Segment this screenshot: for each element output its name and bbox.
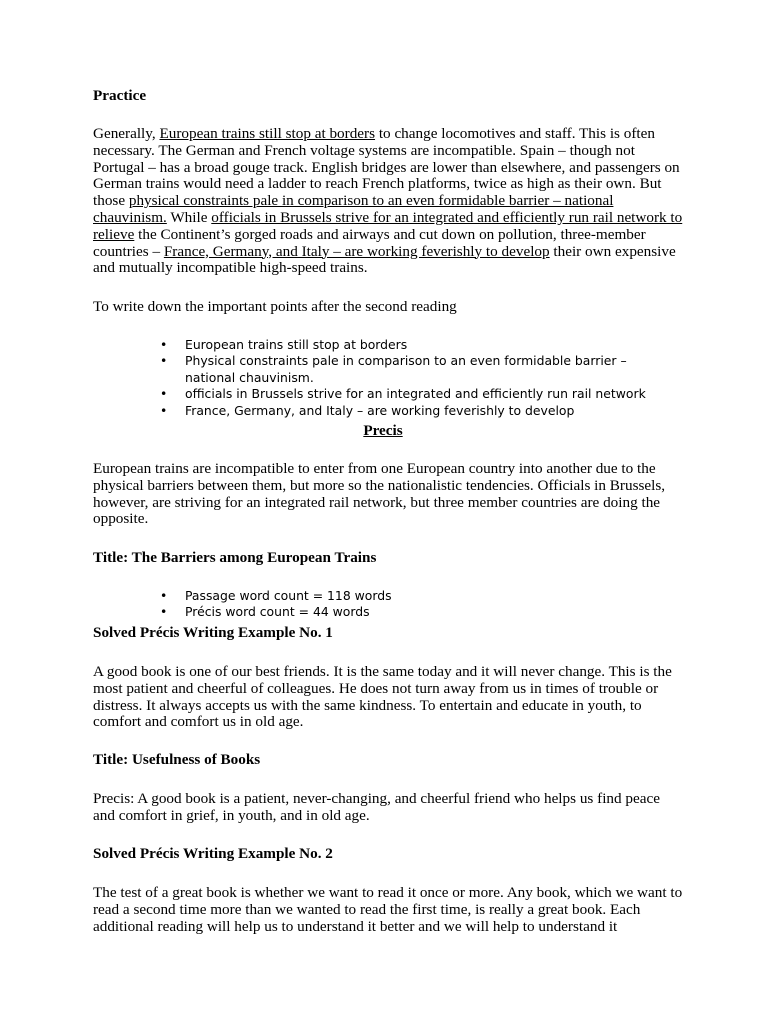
example2-paragraph: The test of a great book is whether we want to read it once or more. Any book, which we want to read a second time more than we wanted to read the first time, is really a great book. Each additional reading will help us to understand it better and we will help to understand it: [93, 884, 683, 935]
list-item: • officials in Brussels strive for an integrated and efficiently run rail network: [160, 386, 680, 402]
instruction-text: To write down the important points after the second reading: [93, 298, 457, 315]
underlined-phrase: officials in Brussels strive for an integrated and efficiently run rail network to relieve: [93, 208, 683, 243]
underlined-phrase: European trains still stop at borders: [159, 125, 376, 142]
precis-heading: Precis: [363, 422, 403, 439]
example1-title: Title: Usefulness of Books: [93, 751, 261, 768]
practice-heading: Practice: [93, 87, 147, 104]
underlined-phrase: physical constraints pale in comparison to an even formidable barrier – national chauvinism.: [93, 192, 614, 226]
list-item: • France, Germany, and Italy – are working feverishly to develop: [160, 403, 680, 419]
list-item: • Passage word count = 118 words: [160, 588, 680, 604]
word-count-list: [160, 588, 680, 621]
example1-precis: Precis: A good book is a patient, never-changing, and cheerful friend who helps us find peace and comfort in grief, in youth, and in old age.: [93, 790, 660, 824]
precis-title: Title: The Barriers among European Trains: [93, 549, 377, 566]
example1-paragraph: A good book is one of our best friends. It is the same today and it will never change. This is the most patient and cheerful of colleagues. He does not turn away from us in times of trouble or distress. It always accepts us with the same kindness. To entertain and educate in youth, to comfort and comfort us in old age.: [93, 663, 672, 731]
underlined-phrase: France, Germany, and Italy – are working feverishly to develop: [163, 242, 550, 260]
practice-paragraph: Generally, European trains still stop at borders to change locomotives and staff. This is often necessary. The German and French voltage systems are incompatible. Spain – though not Portugal – has a broad gouge track. English bridges are lower than elsewhere, and passengers on German trains would need a ladder to reach French platforms, twice as high as their own. But those physical constraints pale in comparison to an even formidable barrier – national chauvinism. While officials in Brussels strive for an integrated and efficiently run rail network to relieve the Continent’s gorged roads and airways and cut down on pollution, three-member countries – France, Germany, and Italy – are working feverishly to develop their own expensive and mutually incompatible high-speed trains.: [93, 125, 683, 277]
list-item: • Précis word count = 44 words: [160, 604, 680, 620]
example2-heading: Solved Précis Writing Example No. 2: [93, 845, 333, 862]
important-points-list: [160, 337, 680, 419]
list-item: • Physical constraints pale in comparison to an even formidable barrier – national chauvinism.: [160, 353, 680, 386]
precis-paragraph: European trains are incompatible to enter from one European country into another due to the physical barriers between them, but more so the nationalistic tendencies. Officials in Brussels, however, are striving for an integrated rail network, but three member countries are doing the opposite.: [93, 460, 666, 528]
example1-heading: Solved Précis Writing Example No. 1: [93, 624, 333, 641]
list-item: • European trains still stop at borders: [160, 337, 680, 353]
